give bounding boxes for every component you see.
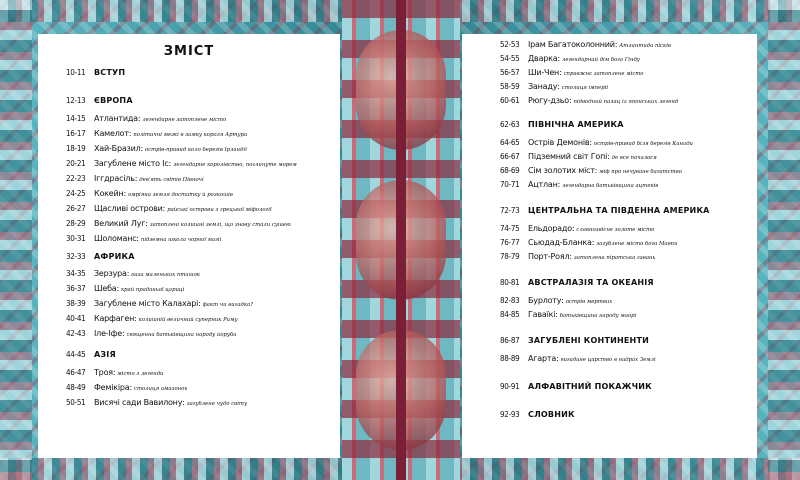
toc-entry (500, 54, 752, 63)
toc-entry (500, 310, 752, 319)
page-range: 16-17 (66, 129, 86, 138)
toc-entry (500, 120, 752, 129)
section-heading: АЗІЯ (94, 350, 116, 359)
toc-entry (66, 68, 334, 77)
entry-description: дев'ять світів Півночі (139, 177, 204, 183)
page-range: 36-37 (66, 284, 86, 293)
toc-entry (500, 354, 752, 363)
page-range: 38-39 (66, 299, 86, 308)
entry-name: Гаваїкі: (528, 310, 558, 319)
entry-name: Атлантида: (94, 114, 141, 123)
book-spine (396, 0, 406, 480)
toc-entry (500, 68, 752, 77)
entry-name: Іггдрасіль: (94, 174, 138, 183)
toc-entry (66, 350, 334, 359)
page-range: 20-21 (66, 159, 86, 168)
toc-entry (500, 252, 752, 261)
page-range: 26-27 (66, 204, 86, 213)
entry-name: Бурлоту: (528, 296, 564, 305)
entry-description: столиця амазонок (134, 386, 188, 392)
entry-name: Зерзура: (94, 269, 130, 278)
toc-entry (66, 269, 334, 278)
toc-entry (66, 383, 334, 392)
page-range: 10-11 (66, 68, 86, 77)
page-range: 28-29 (66, 219, 86, 228)
entry-name: Занаду: (528, 82, 560, 91)
entry-name: Камелот: (94, 129, 132, 138)
toc-entry (66, 398, 334, 407)
entry-name: Підземний світ Гопі: (528, 152, 610, 161)
page-range: 76-77 (500, 238, 520, 247)
page-range: 52-53 (500, 40, 520, 49)
entry-name: Карфаген: (94, 314, 137, 323)
toc-entry (500, 238, 752, 247)
toc-entry (66, 204, 334, 213)
entry-description: колишній величний суперник Риму (138, 317, 238, 323)
page-range: 60-61 (500, 96, 520, 105)
entry-description: політичні межі в замку короля Артура (133, 132, 248, 138)
toc-entry (500, 278, 752, 287)
ornament-border-right (768, 0, 800, 480)
page-range: 80-81 (500, 278, 520, 287)
entry-name: Великий Луг: (94, 219, 148, 228)
toc-title: ЗМІСТ (163, 44, 215, 59)
entry-description: острів мертвих (565, 299, 613, 305)
toc-entry (500, 180, 752, 189)
entry-name: Ацтлан: (528, 180, 561, 189)
entry-description: справжнє затоплене місто (563, 71, 644, 77)
page-range: 74-75 (500, 224, 520, 233)
toc-entry (66, 144, 334, 153)
entry-name: Порт-Роял: (528, 252, 572, 261)
entry-description: острів-привид коло берегів Ірландії (145, 147, 247, 153)
entry-description: підводний палац із японських легенд (573, 99, 679, 105)
page-range: 48-49 (66, 383, 86, 392)
left-page (38, 34, 340, 458)
section-heading: ЄВРОПА (94, 96, 133, 105)
toc-entry (500, 410, 752, 419)
section-heading: АВСТРАЛАЗІЯ ТА ОКЕАНІЯ (528, 278, 654, 287)
page-range: 82-83 (500, 296, 520, 305)
toc-entry (500, 152, 752, 161)
entry-description: легендарна батьківщина ацтеків (562, 183, 659, 189)
entry-description: місто з легенди (117, 371, 164, 377)
page-range: 66-67 (500, 152, 520, 161)
entry-name: Троя: (94, 368, 116, 377)
entry-name: Ши-Чен: (528, 68, 562, 77)
entry-name: Шеба: (94, 284, 120, 293)
page-range: 70-71 (500, 180, 520, 189)
toc-entry (66, 368, 334, 377)
page-range: 64-65 (500, 138, 520, 147)
entry-name: Загублене місто Іс: (94, 159, 172, 168)
toc-entry (66, 284, 334, 293)
toc-entry (500, 382, 752, 391)
entry-name: Кокейн: (94, 189, 127, 198)
entry-description: священна батьківщина народу йоруба (126, 332, 237, 338)
toc-entry (500, 206, 752, 215)
entry-name: Шоломанс: (94, 234, 139, 243)
page-range: 90-91 (500, 382, 520, 391)
entry-description: легендарне затоплене місто (142, 117, 227, 123)
toc-entry (500, 296, 752, 305)
section-heading: ЗАГУБЛЕНІ КОНТИНЕНТИ (528, 336, 649, 345)
page-range: 84-85 (500, 310, 520, 319)
toc-entry (500, 166, 752, 175)
section-heading: СЛОВНИК (528, 410, 575, 419)
page-range: 92-93 (500, 410, 520, 419)
entry-name: Рюгу-дзьо: (528, 96, 572, 105)
toc-entry (66, 329, 334, 338)
page-range: 46-47 (66, 368, 86, 377)
toc-entry (66, 299, 334, 308)
page-range: 30-31 (66, 234, 86, 243)
page-range: 58-59 (500, 82, 520, 91)
entry-description: Атлантида пісків (619, 43, 671, 49)
section-heading: АЛФАВІТНИЙ ПОКАЖЧИК (528, 382, 652, 391)
toc-entry (66, 159, 334, 168)
entry-name: Сім золотих міст: (528, 166, 598, 175)
entry-name: Дварка: (528, 54, 560, 63)
page-range: 56-57 (500, 68, 520, 77)
page-range: 34-35 (66, 269, 86, 278)
entry-description: славнозвісне золоте місто (576, 227, 655, 233)
entry-description: факт чи вигадка? (202, 302, 254, 308)
entry-name: Ельдорадо: (528, 224, 575, 233)
page-range: 72-73 (500, 206, 520, 215)
ornament-border-left (0, 0, 32, 480)
entry-description: загублене місто бога Мавпи (596, 241, 678, 247)
page-range: 14-15 (66, 114, 86, 123)
entry-description: легендарне королівство, поглинуте морем (173, 162, 297, 168)
entry-description: міф про нечуване багатство (599, 169, 682, 175)
page-range: 68-69 (500, 166, 520, 175)
entry-description: затоплені колишні землі, що знову стали сушею (149, 222, 291, 228)
entry-description: де все почалося (611, 155, 657, 161)
entry-description: оаза маленьких пташок (131, 272, 200, 278)
page-range: 18-19 (66, 144, 86, 153)
toc-entry (66, 219, 334, 228)
toc-entry (66, 234, 334, 243)
entry-description: легендарний дім бога Гінду (561, 57, 640, 63)
toc-entry (66, 174, 334, 183)
page-range: 44-45 (66, 350, 86, 359)
entry-description: вигадане царство в надрах Землі (560, 357, 656, 363)
entry-name: Іле-Іфе: (94, 329, 125, 338)
toc-entry (500, 336, 752, 345)
page-range: 50-51 (66, 398, 86, 407)
entry-description: острів-привид біля берегів Канади (593, 141, 693, 147)
page-range: 12-13 (66, 96, 86, 105)
page-range: 32-33 (66, 252, 86, 261)
page-range: 88-89 (500, 354, 520, 363)
entry-description: столиця імперії (561, 85, 608, 91)
entry-name: Хай-Бразил: (94, 144, 143, 153)
page-range: 42-43 (66, 329, 86, 338)
page-range: 62-63 (500, 120, 520, 129)
entry-name: Щасливі острови: (94, 204, 166, 213)
entry-name: Сьюдад-Бланка: (528, 238, 595, 247)
entry-description: підземна школа чорної магії (140, 237, 222, 243)
entry-name: Агарта: (528, 354, 559, 363)
toc-entry (66, 96, 334, 105)
toc-entry (66, 129, 334, 138)
entry-description: райські острови з грецької міфології (167, 207, 272, 213)
entry-name: Загублене місто Калахарі: (94, 299, 201, 308)
toc-entry (66, 114, 334, 123)
toc-entry (500, 40, 752, 49)
entry-description: затоплена піратська гавань (573, 255, 656, 261)
toc-entry (500, 82, 752, 91)
toc-entry (66, 252, 334, 261)
section-heading: АФРИКА (94, 252, 135, 261)
stained-glass-gutter (342, 0, 460, 480)
page-range: 86-87 (500, 336, 520, 345)
right-page (462, 34, 757, 458)
section-heading: ВСТУП (94, 68, 126, 77)
entry-name: Висячі сади Вавилону: (94, 398, 185, 407)
toc-entry (66, 189, 334, 198)
entry-description: край праданьої цариці (121, 287, 185, 293)
page-range: 24-25 (66, 189, 86, 198)
entry-name: Ірам Багатоколонний: (528, 40, 618, 49)
entry-description: омріяна земля достатку й розкошів (128, 192, 233, 198)
section-heading: ПІВНІЧНА АМЕРИКА (528, 120, 624, 129)
toc-entry (500, 224, 752, 233)
page-range: 22-23 (66, 174, 86, 183)
page-range: 78-79 (500, 252, 520, 261)
page-range: 54-55 (500, 54, 520, 63)
page-range: 40-41 (66, 314, 86, 323)
section-heading: ЦЕНТРАЛЬНА ТА ПІВДЕННА АМЕРИКА (528, 206, 710, 215)
entry-description: батьківщина народу маорі (559, 313, 637, 319)
entry-description: загублене чудо світу (186, 401, 248, 407)
toc-entry (66, 314, 334, 323)
entry-name: Фемікіра: (94, 383, 132, 392)
entry-name: Острів Демонів: (528, 138, 592, 147)
toc-entry (500, 96, 752, 105)
toc-entry (500, 138, 752, 147)
